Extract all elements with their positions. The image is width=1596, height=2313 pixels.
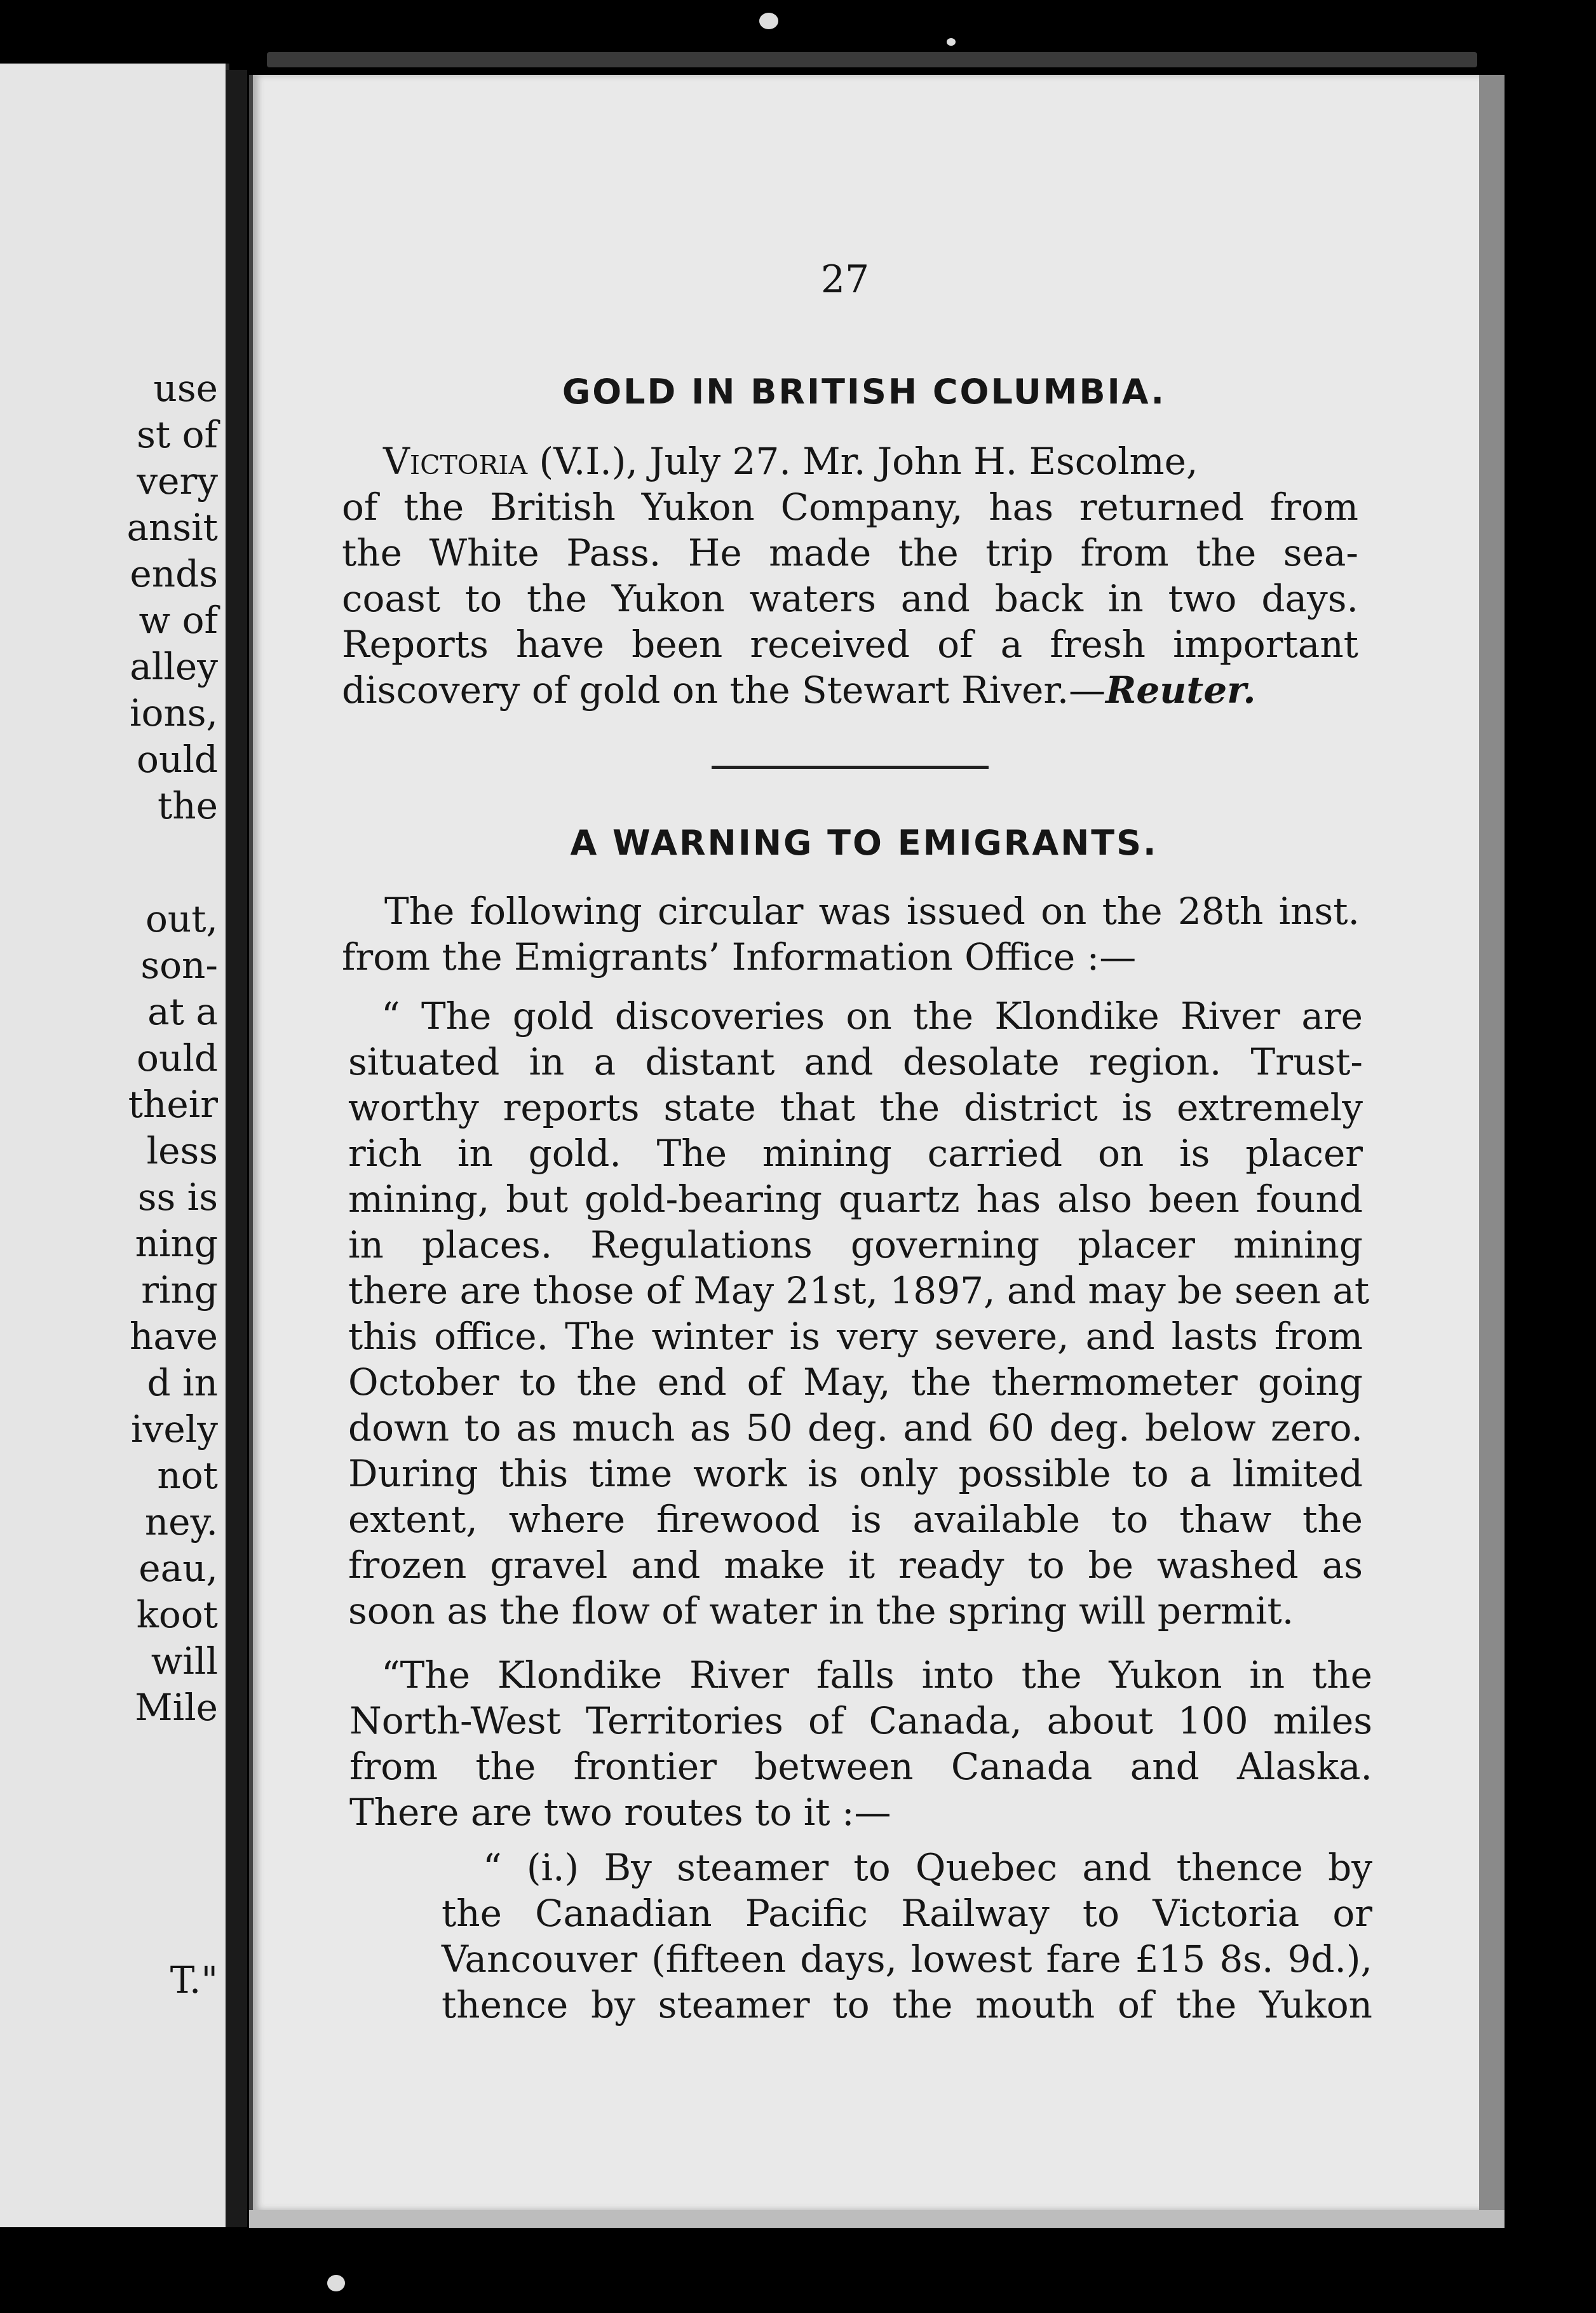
page-top-edge <box>267 52 1477 67</box>
left-page-fragment: the <box>158 784 218 827</box>
page-number: 27 <box>820 257 870 302</box>
scan-speck <box>947 38 956 46</box>
left-page-fragment: have <box>129 1315 218 1358</box>
left-page-fragment: ends <box>130 552 218 595</box>
book-gutter <box>226 70 247 2227</box>
route-line: “ (i.) By steamer to Quebec and thence by <box>483 1846 1372 1889</box>
scan-speck <box>759 13 778 29</box>
article-line: Reports have been received of a fresh important <box>342 623 1358 666</box>
left-page-fragment: ansit <box>126 506 218 549</box>
article-line <box>383 438 1355 484</box>
left-page-fragment: very <box>137 459 218 503</box>
left-page-fragment: w of <box>139 599 218 642</box>
intro-line: The following circular was issued on the 28th inst. <box>384 890 1360 933</box>
circular-line: There are two routes to it :— <box>349 1791 891 1834</box>
left-page-fragment: ney. <box>144 1500 218 1543</box>
circular-line: mining, but gold-bearing quartz has also been found <box>348 1177 1363 1221</box>
circular-line: North-West Territories of Canada, about 100 miles <box>349 1699 1372 1742</box>
circular-line: extent, where firewood is available to thaw the <box>348 1498 1363 1541</box>
left-page-fragment: ring <box>141 1268 218 1312</box>
circular-line: “ The gold discoveries on the Klondike River are <box>381 994 1363 1038</box>
article-line: of the British Yukon Company, has returned from <box>342 485 1358 529</box>
left-page-fragment: at a <box>147 990 218 1033</box>
circular-line: October to the end of May, the thermometer going <box>348 1360 1363 1404</box>
left-page-fragment: ould <box>137 1036 218 1080</box>
route-line: Vancouver (fifteen days, lowest fare £15 8s. 9d.), <box>442 1937 1372 1981</box>
scan-speck <box>327 2275 345 2291</box>
circular-line: soon as the flow of water in the spring will permit. <box>348 1589 1294 1632</box>
left-page-fragment: d in <box>147 1361 218 1404</box>
left-page-fragment: st of <box>137 413 218 456</box>
circular-line: down to as much as 50 deg. and 60 deg. below zero. <box>348 1406 1363 1449</box>
left-page-fragment: eau, <box>139 1547 218 1590</box>
circular-line: from the frontier between Canada and Alaska. <box>349 1745 1372 1788</box>
circular-line: rich in gold. The mining carried on is placer <box>348 1132 1363 1175</box>
left-page-fragment: ning <box>135 1222 218 1265</box>
article-line-text: discovery of gold on the Stewart River.— <box>342 668 1106 712</box>
article-heading: GOLD IN BRITISH COLUMBIA. <box>562 372 1167 412</box>
left-page-fragment: ively <box>131 1407 218 1451</box>
left-page-fragment: son- <box>140 944 218 987</box>
source-credit: Reuter. <box>1106 668 1256 712</box>
intro-line: from the Emigrants’ Information Office :— <box>342 935 1137 979</box>
page-edge-shadow <box>1479 75 1505 2223</box>
left-page-fragment: T." <box>170 1958 218 2002</box>
circular-line: there are those of May 21st, 1897, and may be seen at <box>348 1269 1370 1312</box>
left-page-fragment: ions, <box>129 691 218 735</box>
article-line: coast to the Yukon waters and back in two days. <box>342 577 1358 620</box>
left-page-fragment: ould <box>137 738 218 781</box>
circular-line: worthy reports state that the district is extremely <box>348 1086 1363 1129</box>
article-line: the White Pass. He made the trip from the sea- <box>342 531 1358 574</box>
circular-line: situated in a distant and desolate region. Trust- <box>348 1040 1363 1083</box>
left-page-fragment: not <box>157 1454 218 1497</box>
left-page-fragment: less <box>146 1129 218 1172</box>
circular-line: frozen gravel and make it ready to be washed as <box>348 1543 1363 1587</box>
left-page-fragment: will <box>151 1639 218 1683</box>
route-line: the Canadian Pacific Railway to Victoria or <box>442 1892 1372 1935</box>
route-line: thence by steamer to the mouth of the Yukon <box>442 1983 1372 2026</box>
left-page-fragment: ss is <box>137 1176 218 1219</box>
left-page-fragment: koot <box>136 1593 218 1636</box>
left-page-fragment: their <box>128 1083 218 1126</box>
left-page-fragment: Mile <box>135 1686 218 1729</box>
section-divider <box>712 766 989 769</box>
article-heading: A WARNING TO EMIGRANTS. <box>570 823 1158 863</box>
article-line <box>342 667 1295 713</box>
article-line-text: (V.I.), July 27. Mr. John H. Escolme, <box>527 440 1198 483</box>
left-page-fragment: use <box>153 367 218 410</box>
left-page-fragment: out, <box>145 897 218 940</box>
left-facing-page <box>0 64 229 2227</box>
circular-line: During this time work is only possible to a limited <box>348 1452 1363 1495</box>
page-bottom-edge <box>249 2210 1505 2228</box>
dateline-place: Victoria <box>383 440 528 483</box>
circular-line: “The Klondike River falls into the Yukon in the <box>381 1653 1372 1697</box>
left-page-fragment: alley <box>130 645 218 688</box>
circular-line: in places. Regulations governing placer mining <box>348 1223 1363 1266</box>
circular-line: this office. The winter is very severe, and lasts from <box>348 1315 1363 1358</box>
